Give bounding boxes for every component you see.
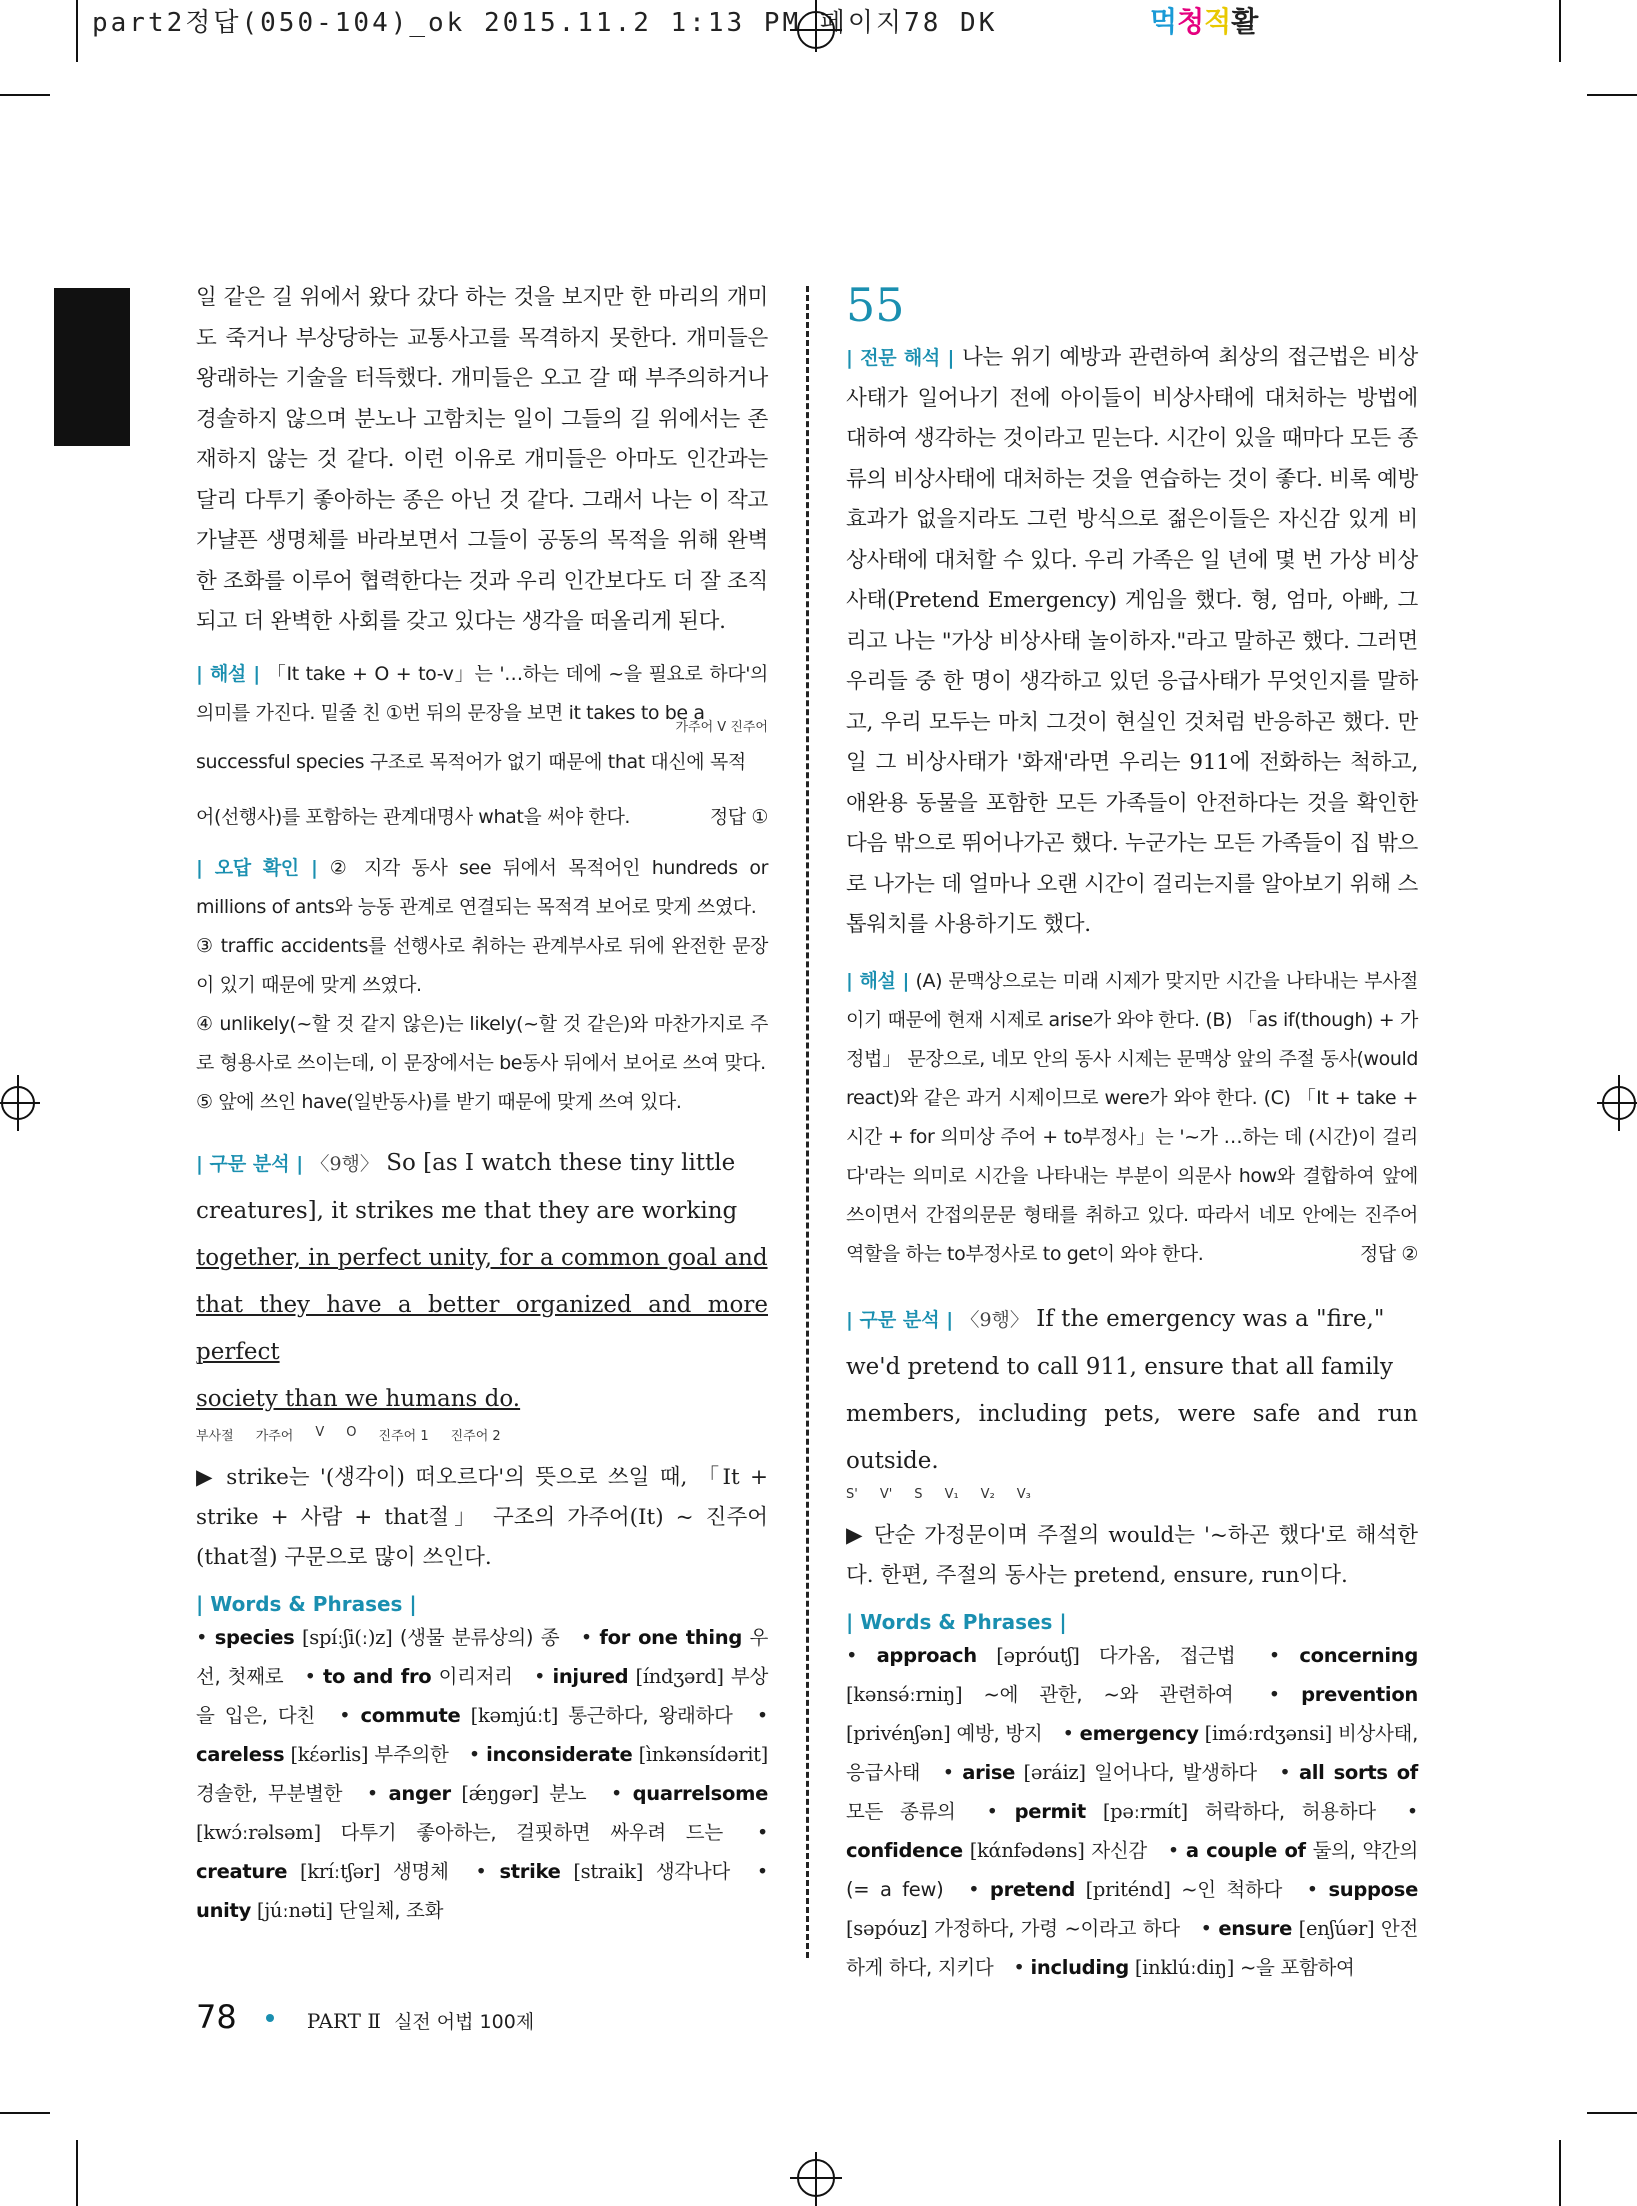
word-pronunciation: [júːnəti] xyxy=(250,1898,333,1922)
word-pronunciation: [enʃúər] xyxy=(1292,1916,1375,1940)
explanation-label-right: | 해설 | xyxy=(846,969,910,992)
crop-mark xyxy=(0,94,50,96)
brand-mark xyxy=(1150,0,1258,40)
word-term: inconsiderate xyxy=(486,1742,633,1766)
word-meaning: 가정하다, 가령 ~이라고 하다 xyxy=(927,1916,1180,1940)
crop-mark xyxy=(76,0,78,62)
word-term: prevention xyxy=(1301,1682,1418,1706)
word-entry: • all sorts of 모든 종류의 xyxy=(846,1760,1418,1823)
word-term: emergency xyxy=(1079,1721,1199,1745)
syntax-mark: 진주어 1 xyxy=(378,1428,429,1444)
syntax-label: | 구문 분석 | xyxy=(196,1152,304,1175)
brand-letter: 먹 xyxy=(1150,5,1178,38)
word-term: ensure xyxy=(1218,1916,1292,1940)
word-term: to and fro xyxy=(322,1664,432,1688)
word-meaning: 생각나다 xyxy=(643,1859,730,1883)
syntax-right-mark: V' xyxy=(879,1486,893,1502)
brand-letter: 활 xyxy=(1231,5,1259,38)
word-pronunciation: [əráiz] xyxy=(1015,1760,1086,1784)
print-slug xyxy=(92,2,1259,39)
word-pronunciation: [pəːrmít] xyxy=(1085,1799,1188,1823)
word-meaning: (생물 분류상의) 종 xyxy=(392,1625,560,1649)
syntax-sentence-r1: If the emergency was a "fire," xyxy=(1036,1305,1385,1332)
word-meaning: 다가옴, 접근법 xyxy=(1079,1643,1236,1667)
word-term: including xyxy=(1030,1955,1129,1979)
explanation-text-3: 어(선행사)를 포함하는 관계대명사 what을 써야 한다. xyxy=(196,805,631,828)
crop-mark xyxy=(1587,2112,1637,2114)
word-meaning: ~을 포함하여 xyxy=(1234,1955,1355,1979)
syntax-sentence-4: that they have a better organized and more perfect xyxy=(196,1291,768,1365)
word-pronunciation: [priténd] xyxy=(1075,1877,1171,1901)
syntax-marks-right xyxy=(846,1487,1418,1502)
syntax-section-right xyxy=(846,1296,1418,1502)
wrong-answer-item: ⑤ 앞에 쓰인 have(일반동사)를 받기 때문에 맞게 쓰여 있다. xyxy=(196,1090,682,1113)
registration-mark-top xyxy=(790,0,842,52)
footer-part: PART Ⅱ xyxy=(306,2009,381,2033)
syntax-sentence-r3: members, including pets, were safe and run outside. xyxy=(846,1400,1418,1474)
registration-mark-left xyxy=(0,1075,40,1131)
syntax-section xyxy=(196,1140,768,1444)
word-entry: • strike [straik] 생각나다 xyxy=(475,1859,730,1883)
syntax-mark: V xyxy=(315,1424,325,1440)
syntax-right-mark: V₃ xyxy=(1016,1486,1031,1502)
slug-text: part2정답(050-104)_ok 2015.11.2 1:13 PM 페이지78 DK xyxy=(92,8,998,38)
word-term: concerning xyxy=(1299,1643,1418,1667)
word-pronunciation: [kənsə́ːrniŋ] xyxy=(846,1682,963,1706)
words-list-right xyxy=(846,1636,1418,1987)
word-meaning: 자신감 xyxy=(1084,1838,1147,1862)
word-meaning: ~인 척하다 xyxy=(1170,1877,1283,1901)
word-pronunciation: [ìnkənsídərit] xyxy=(632,1742,768,1766)
syntax-sentence-3: together, in perfect unity, for a common goal and xyxy=(196,1244,768,1271)
word-term: all sorts of xyxy=(1298,1760,1418,1784)
word-meaning: 모든 종류의 xyxy=(846,1799,956,1823)
registration-mark-bottom xyxy=(790,2152,842,2206)
wrong-answer-item: ④ unlikely(~할 것 같지 않은)는 likely(~할 것 같은)와 마찬가지로 주로 형용사로 쓰이는데, 이 문장에서는 be동사 뒤에서 보어로 쓰여 맞다. xyxy=(196,1012,768,1074)
syntax-mark: 부사절 xyxy=(196,1428,234,1444)
word-meaning: 경솔한, 무분별한 xyxy=(196,1781,343,1805)
syntax-sentence-2: creatures], it strikes me that they are working xyxy=(196,1197,738,1224)
left-column xyxy=(196,278,768,1930)
explanation-text-2: successful species 구조로 목적어가 없기 때문에 that 대신에 목적 xyxy=(196,750,746,773)
word-entry: • prevention [privénʃən] 예방, 방지 xyxy=(846,1682,1418,1745)
syntax-line-ref-right: 〈9행〉 xyxy=(960,1308,1029,1331)
word-meaning: 부상을 입은, 다친 xyxy=(196,1664,768,1727)
word-meaning: 둘의, 약간의(= a few) xyxy=(846,1838,1419,1901)
word-meaning: 안전하게 하다, 지키다 xyxy=(846,1916,1418,1979)
word-meaning: 일어나다, 발생하다 xyxy=(1085,1760,1257,1784)
word-pronunciation: [kwɔ́ːrəlsəm] xyxy=(196,1820,321,1844)
word-term: injured xyxy=(552,1664,629,1688)
crop-mark xyxy=(76,2140,78,2206)
word-entry: • anger [ǽŋgər] 분노 xyxy=(366,1781,587,1805)
footer-dot xyxy=(266,2014,274,2022)
word-entry: • ensure [enʃúər] 안전하게 하다, 지키다 xyxy=(846,1916,1418,1979)
word-entry: • inconsiderate [ìnkənsídərit] 경솔한, 무분별한 xyxy=(196,1742,768,1805)
word-term: arise xyxy=(962,1760,1016,1784)
syntax-sentence-5: society than we humans do. xyxy=(196,1385,521,1412)
word-pronunciation: [səpóuz] xyxy=(846,1916,928,1940)
answer-right: 정답 ② xyxy=(1359,1242,1418,1265)
word-term: a couple of xyxy=(1185,1838,1306,1862)
word-entry: • arise [əráiz] 일어나다, 발생하다 xyxy=(942,1760,1257,1784)
word-term: strike xyxy=(499,1859,561,1883)
word-term: for one thing xyxy=(599,1625,742,1649)
word-pronunciation: [kάnfədəns] xyxy=(962,1838,1085,1862)
translation-continued: 일 같은 길 위에서 왔다 갔다 하는 것을 보지만 한 마리의 개미도 죽거나 부상당하는 교통사고를 목격하지 못한다. 개미들은 왕래하는 기술을 터득했다. 개미들은 오고 갈 때 부주의하거나 경솔하지 않으며 분노나 고함치는 일이 그들의 길 위에서는 존재하지 않는 것 같다. 이런 이유로 개미들은 아마도 인간과는 달리 다투기 좋아하는 종은 아닌 것 같다. 그래서 나는 이 작고 가냘픈 생명체를 바라보면서 그들이 공동의 목적을 위해 완벽한 조화를 이루어 협력한다는 것과 우리 인간보다도 더 잘 조직되고 더 완벽한 사회를 갖고 있다는 생각을 떠올리게 된다. xyxy=(196,285,768,634)
word-meaning: 통근하다, 왕래하다 xyxy=(558,1703,733,1727)
word-pronunciation: [əpróutʃ] xyxy=(976,1643,1080,1667)
syntax-sentence-r2: we'd pretend to call 911, ensure that all family xyxy=(846,1353,1393,1380)
syntax-right-mark: S xyxy=(914,1486,923,1502)
word-entry: • unity [júːnəti] 단일체, 조화 xyxy=(196,1859,768,1922)
word-pronunciation: [spíːʃi(ː)z] xyxy=(294,1625,393,1649)
words-title-left: | Words & Phrases | xyxy=(196,1591,417,1616)
word-meaning: 이리저리 xyxy=(431,1664,513,1688)
syntax-right-mark: V₁ xyxy=(944,1486,959,1502)
crop-mark xyxy=(0,2112,50,2114)
word-term: unity xyxy=(196,1898,251,1922)
word-pronunciation: [inklúːdiŋ] xyxy=(1128,1955,1235,1979)
word-entry: • confidence [kάnfədəns] 자신감 xyxy=(846,1799,1418,1862)
wrong-answer-item: ② 지각 동사 see 뒤에서 목적어인 hundreds or millions of ants와 능동 관계로 연결되는 목적격 보어로 맞게 쓰였다. xyxy=(196,856,768,918)
crop-mark xyxy=(1559,0,1561,62)
brand-letter: 청 xyxy=(1177,5,1205,38)
syntax-marks xyxy=(196,1425,768,1444)
brand-letter: 적 xyxy=(1204,5,1232,38)
word-term: approach xyxy=(876,1643,977,1667)
word-meaning: 예방, 방지 xyxy=(950,1721,1043,1745)
word-entry: • quarrelsome [kwɔ́ːrəlsəm] 다투기 좋아하는, 걸핏하면 싸우려 드는 xyxy=(196,1781,769,1844)
word-pronunciation: [índʒərd] xyxy=(628,1664,724,1688)
word-entry: • injured [índʒərd] 부상을 입은, 다친 xyxy=(196,1664,768,1727)
word-term: careless xyxy=(196,1742,285,1766)
words-title-right: | Words & Phrases | xyxy=(846,1609,1067,1634)
word-meaning: 비상사태, 응급사태 xyxy=(846,1721,1418,1784)
syntax-sentence-1: So [as I watch these tiny little xyxy=(386,1149,736,1176)
word-meaning: 단일체, 조화 xyxy=(332,1898,444,1922)
wrong-answer-section xyxy=(196,849,768,1122)
word-term: commute xyxy=(360,1703,461,1727)
column-divider xyxy=(806,286,809,1958)
word-entry: • emergency [imə́ːrdʒənsi] 비상사태, 응급사태 xyxy=(846,1721,1418,1784)
wrong-answer-item: ③ traffic accidents를 선행사로 취하는 관계부사로 뒤에 완전한 문장이 있기 때문에 맞게 쓰였다. xyxy=(196,934,768,996)
syntax-line-ref: 〈9행〉 xyxy=(310,1152,379,1175)
right-column xyxy=(846,278,1418,1987)
answer-left: 정답 ① xyxy=(709,805,768,828)
crop-mark xyxy=(1559,2140,1561,2206)
word-entry: • approach [əpróutʃ] 다가옴, 접근법 xyxy=(846,1643,1236,1667)
strike-note: ▶ strike는 '(생각이) 떠오르다'의 뜻으로 쓰일 때, 「It + strike + 사람 + that절」 구조의 가주어(It) ~ 진주어(that절) 구문으로 많이 쓰인다. xyxy=(196,1464,768,1570)
page-footer xyxy=(196,1998,534,2036)
word-pronunciation: [kέərlis] xyxy=(284,1742,369,1766)
word-meaning: 생명체 xyxy=(380,1859,449,1883)
word-entry: • permit [pəːrmít] 허락하다, 허용하다 xyxy=(986,1799,1376,1823)
word-entry: • commute [kəmjúːt] 통근하다, 왕래하다 xyxy=(339,1703,733,1727)
word-entry: • to and fro 이리저리 xyxy=(304,1664,513,1688)
chapter-tab xyxy=(54,288,130,446)
word-pronunciation: [privénʃən] xyxy=(846,1721,951,1745)
word-meaning: 다투기 좋아하는, 걸핏하면 싸우려 드는 xyxy=(320,1820,723,1844)
registration-mark-right xyxy=(1597,1075,1637,1131)
word-term: permit xyxy=(1014,1799,1086,1823)
word-entry: • concerning [kənsə́ːrniŋ] ~에 관한, ~와 관련하여 xyxy=(846,1643,1418,1706)
word-term: pretend xyxy=(989,1877,1075,1901)
syntax-label-right: | 구문 분석 | xyxy=(846,1308,954,1331)
explanation-section xyxy=(196,655,768,837)
question-number: 55 xyxy=(846,278,905,332)
syntax-right-mark: V₂ xyxy=(980,1486,995,1502)
syntax-right-mark: S' xyxy=(846,1486,858,1502)
word-entry: • careless [kέərlis] 부주의한 xyxy=(196,1703,768,1766)
word-entry: • pretend [priténd] ~인 척하다 xyxy=(968,1877,1283,1901)
syntax-mark: 진주어 2 xyxy=(450,1428,501,1444)
word-meaning: 허락하다, 허용하다 xyxy=(1187,1799,1376,1823)
explanation-text-right: (A) 문맥상으로는 미래 시제가 맞지만 시간을 나타내는 부사절이기 때문에 현재 시제로 arise가 와야 한다. (B) 「as if(though) + 가정법」 문장으로, 네모 안의 동사 시제는 문맥상 앞의 주절 동사(would react)와 같은 과거 시제이므로 were가 와야 한다. (C) 「It + take + 시간 + for 의미상 주어 + to부정사」는 '~가 …하는 데 (시간)이 걸리다'라는 의미로 시간을 나타내는 부분이 의문사 how와 결합하여 앞에 쓰이면서 간접의문문 형태를 취하고 있다. 따라서 네모 안에는 진주어 역할을 하는 to부정사로 to get이 와야 한다. xyxy=(846,969,1419,1265)
syntax-mark: 가주어 xyxy=(255,1428,294,1444)
word-pronunciation: [kríːtʃər] xyxy=(287,1859,381,1883)
word-term: quarrelsome xyxy=(632,1781,769,1805)
word-entry: • for one thing 우선, 첫째로 xyxy=(196,1625,768,1688)
page-number: 78 xyxy=(196,1998,237,2036)
word-term: suppose xyxy=(1328,1877,1419,1901)
explanation-label: | 해설 | xyxy=(196,662,260,685)
conditional-note: ▶ 단순 가정문이며 주절의 would는 '~하곤 했다'로 해석한다. 한편, 주절의 동사는 pretend, ensure, run이다. xyxy=(846,1522,1418,1588)
explanation-text: 「It take + O + to-v」는 '…하는 데에 ~을 필요로 하다'의 의미를 가진다. 밑줄 친 ①번 뒤의 문장을 보면 it takes to be a xyxy=(196,662,769,724)
word-pronunciation: [straik] xyxy=(560,1859,644,1883)
word-pronunciation: [ǽŋgər] xyxy=(450,1781,539,1805)
full-translation-label: | 전문 해석 | xyxy=(846,347,955,369)
word-term: confidence xyxy=(846,1838,963,1862)
crop-mark xyxy=(1587,94,1637,96)
word-entry: • a couple of 둘의, 약간의(= a few) xyxy=(846,1838,1419,1901)
word-entry: • creature [kríːtʃər] 생명체 xyxy=(196,1820,769,1883)
word-pronunciation: [kəmjúːt] xyxy=(460,1703,559,1727)
word-pronunciation: [imə́ːrdʒənsi] xyxy=(1198,1721,1332,1745)
explanation-marks: 가주어 V 진주어 xyxy=(675,719,768,735)
wrong-answer-label: | 오답 확인 | xyxy=(196,856,330,879)
syntax-mark: O xyxy=(346,1424,357,1440)
word-meaning: ~에 관한, ~와 관련하여 xyxy=(962,1682,1234,1706)
word-entry: • suppose [səpóuz] 가정하다, 가령 ~이라고 하다 xyxy=(846,1877,1419,1940)
word-meaning: 부주의한 xyxy=(368,1742,449,1766)
word-term: species xyxy=(214,1625,295,1649)
full-translation-text: 나는 위기 예방과 관련하여 최상의 접근법은 비상사태가 일어나기 전에 아이들이 비상사태에 대처하는 방법에 대하여 생각하는 것이라고 믿는다. 시간이 있을 때마다 모든 종류의 비상사태에 대처하는 것을 연습하는 것이 좋다. 비록 예방 효과가 없을지라도 그런 방식으로 젊은이들은 자신감 있게 비상사태에 대처할 수 있다. 우리 가족은 일 년에 몇 번 가상 비상사태(Pretend Emergency) 게임을 했다. 형, 엄마, 아빠, 그리고 나는 "가상 비상사태 놀이하자."라고 말하곤 했다. 그러면 우리들 중 한 명이 생각하고 있던 응급사태가 무엇인지를 말하고, 우리 모두는 마치 그것이 현실인 것처럼 반응하곤 했다. 만일 그 비상사태가 '화재'라면 우리는 911에 전화하는 척하고, 애완용 동물을 포함한 모든 가족들이 안전하다는 것을 확인한 다음 밖으로 뛰어나가곤 했다. 누군가는 모든 가족들이 집 밖으로 나가는 데 얼마나 오랜 시간이 걸리는지를 알아보기 위해 스톱워치를 사용하기도 했다. xyxy=(846,345,1418,937)
word-term: anger xyxy=(388,1781,451,1805)
word-entry: • species [spíːʃi(ː)z] (생물 분류상의) 종 xyxy=(196,1625,560,1649)
footer-title: 실전 어법 100제 xyxy=(394,2011,535,2033)
word-term: creature xyxy=(196,1859,288,1883)
word-meaning: 우선, 첫째로 xyxy=(196,1625,768,1688)
words-list-left xyxy=(196,1618,768,1930)
word-meaning: 분노 xyxy=(538,1781,587,1805)
word-entry: • including [inklúːdiŋ] ~을 포함하여 xyxy=(1013,1955,1355,1979)
